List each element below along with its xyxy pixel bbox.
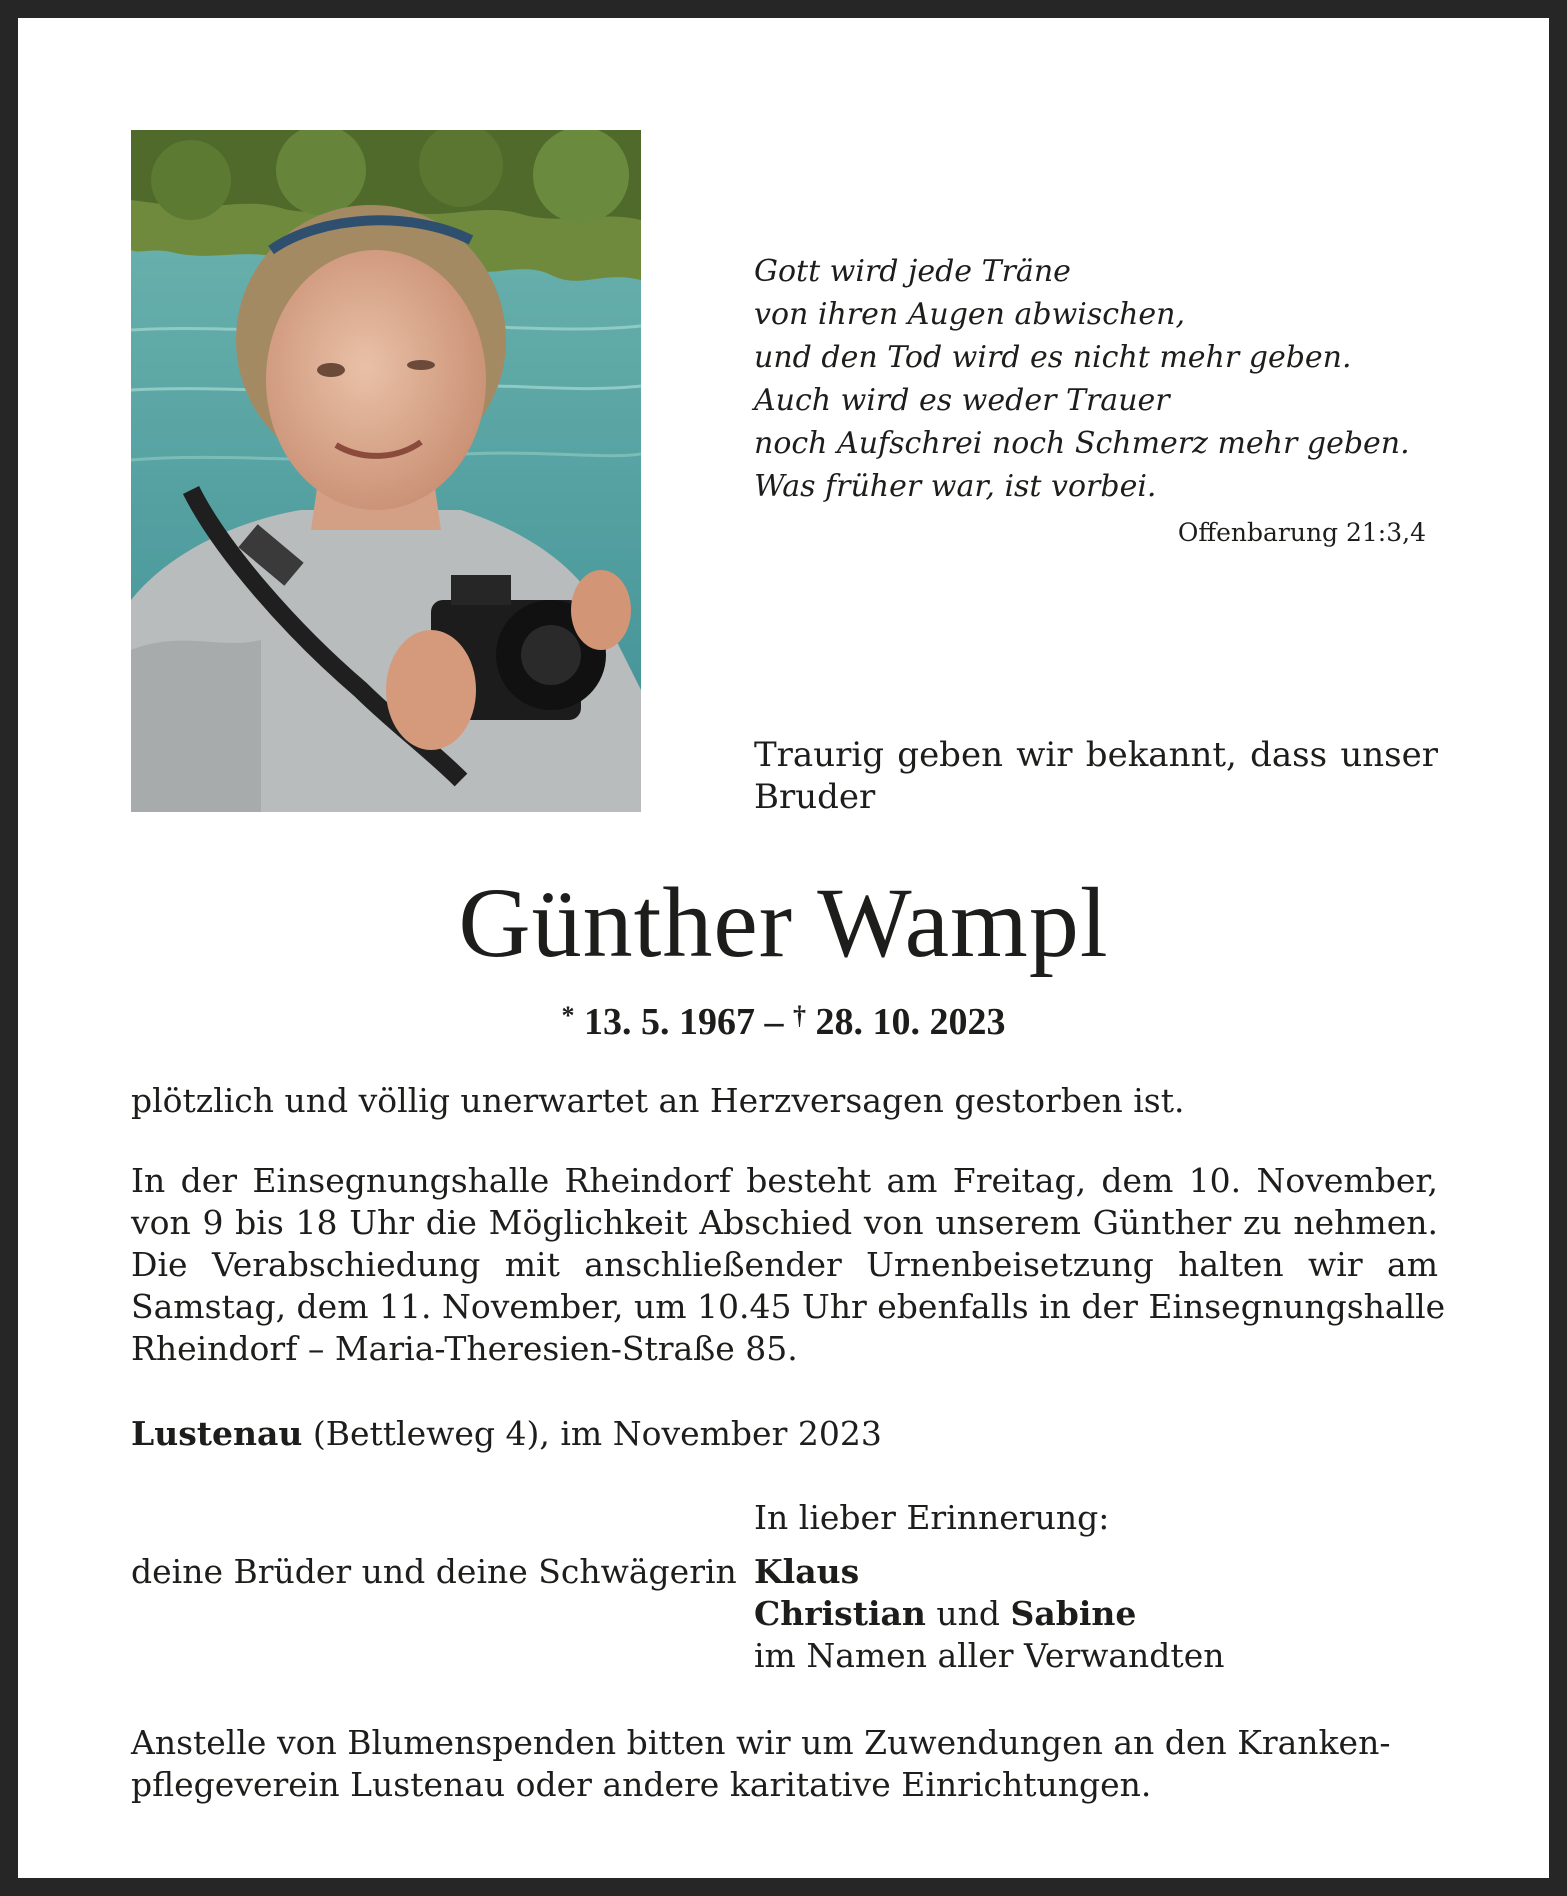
date-separator: – [764, 1001, 784, 1043]
birth-date: 13. 5. 1967 [584, 1001, 755, 1043]
place-and-date [131, 1413, 1438, 1455]
birth-symbol: * [561, 1001, 575, 1030]
donation-note [131, 1722, 1438, 1806]
announcement-intro: Traurig geben wir bekannt, dass unser Bruder [754, 735, 1438, 817]
verse-line: Was früher war, ist vorbei. [754, 469, 1157, 504]
death-symbol: † [793, 1001, 806, 1030]
funeral-line: Rheindorf – Maria-Theresien-Straße 85. [131, 1329, 798, 1368]
life-dates [0, 994, 1567, 1044]
verse-source: Offenbarung 21:3,4 [1177, 518, 1426, 547]
mourners-label: In lieber Erinnerung: [754, 1498, 1110, 1537]
funeral-line: In der Einsegnungshalle Rheindorf besteht am Freitag, dem 10. November, [131, 1161, 1438, 1200]
portrait-illustration [131, 130, 641, 812]
address-and-month: (Bettleweg 4), im November 2023 [302, 1414, 882, 1453]
mourners-relation: deine Brüder und deine Schwägerin [131, 1552, 737, 1591]
cause-of-death: plötzlich und völlig unerwartet an Herzversagen gestorben ist. [131, 1081, 1185, 1120]
verse-line: und den Tod wird es nicht mehr geben. [754, 340, 1352, 375]
mourner-name: Klaus [754, 1552, 860, 1591]
funeral-line: Die Verabschiedung mit anschließender Urnenbeisetzung halten wir am [131, 1245, 1438, 1284]
verse-line: noch Aufschrei noch Schmerz mehr geben. [754, 426, 1410, 461]
town-name: Lustenau [131, 1414, 303, 1453]
verse-line: Gott wird jede Träne [754, 254, 1071, 289]
mourner-name: Sabine [1010, 1594, 1137, 1633]
death-date: 28. 10. 2023 [815, 1001, 1006, 1043]
deceased-name: Günther Wampl [458, 867, 1109, 978]
donation-line: Anstelle von Blumenspenden bitten wir um Zuwendungen an den Kranken- [131, 1723, 1391, 1762]
mourner-name: Christian [754, 1594, 926, 1633]
verse-line: von ihren Augen abwischen, [754, 297, 1186, 332]
portrait-photo [131, 130, 641, 812]
verse-line: Auch wird es weder Trauer [754, 383, 1170, 418]
funeral-details [131, 1160, 1446, 1370]
funeral-line: von 9 bis 18 Uhr die Möglichkeit Abschied von unserem Günther zu nehmen. [131, 1203, 1438, 1242]
mourners-list [754, 1551, 1224, 1677]
donation-line: pflegeverein Lustenau oder andere karitative Einrichtungen. [131, 1765, 1152, 1804]
mourner-connector: und [925, 1594, 1011, 1633]
funeral-line: Samstag, dem 11. November, um 10.45 Uhr ebenfalls in der Einsegnungshalle [131, 1287, 1446, 1326]
mourners-footer: im Namen aller Verwandten [754, 1636, 1225, 1675]
bible-verse [754, 250, 1454, 508]
